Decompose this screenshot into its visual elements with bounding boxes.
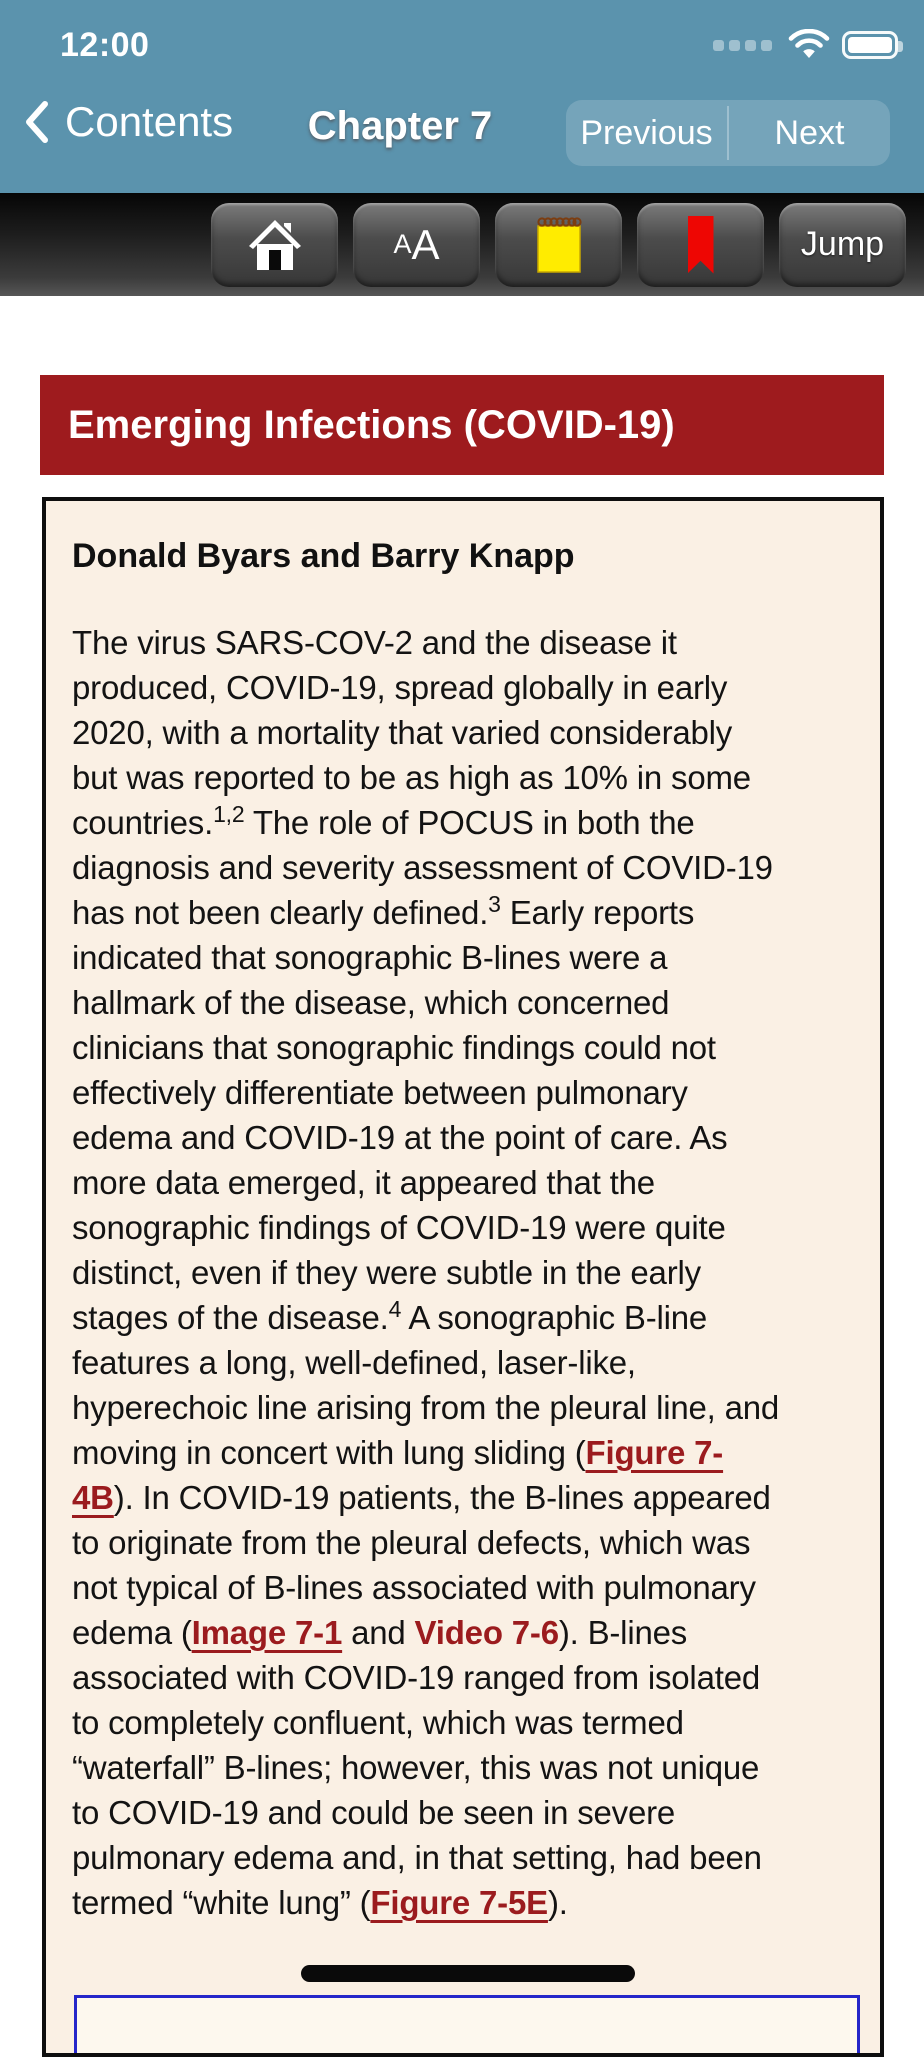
figure-link[interactable]: Image 7-1 [191,1614,343,1651]
figure-link[interactable]: Figure 7-5E [370,1884,548,1921]
reference-superscript[interactable]: 1,2 [213,801,245,827]
paragraph-text: countries. [72,804,214,841]
paragraph-text: produced, COVID-19, spread globally in early [72,669,728,706]
font-size-icon: A [393,229,412,259]
previous-button[interactable]: Previous [580,113,713,152]
paragraph-line [72,1025,864,1070]
paragraph-text: 2020, with a mortality that varied considerably [72,714,733,751]
home-icon [246,217,304,273]
paragraph-text: A sonographic B-line [401,1299,708,1336]
paragraph-text: has not been clearly defined. [72,894,489,931]
home-button[interactable] [211,203,338,287]
paragraph-text: distinct, even if they were subtle in the early [72,1254,701,1291]
paragraph-line [72,1340,864,1385]
paragraph-line [72,1880,864,1925]
chevron-left-icon [25,100,49,144]
paragraph-line [72,620,864,665]
video-reference[interactable]: Video 7-6 [414,1614,559,1651]
paragraph-text: features a long, well-defined, laser-like, [72,1344,636,1381]
authors-line: Donald Byars and Barry Knapp [72,537,575,575]
paragraph-line [72,890,864,935]
paragraph-text: but was reported to be as high as 10% in some [72,759,751,796]
paragraph-text: moving in concert with lung sliding ( [72,1434,586,1471]
content-box [42,497,884,2057]
top-chrome [0,0,924,193]
wifi-icon [788,29,830,61]
page-title: Chapter 7 [307,104,493,148]
paragraph-text: edema ( [72,1614,192,1651]
bookmark-button[interactable] [637,203,764,287]
reader-toolbar [0,193,924,296]
battery-icon [842,31,898,59]
paragraph-text: ). In COVID-19 patients, the B-lines appeared [113,1479,771,1516]
paragraph-line [72,1115,864,1160]
section-header: Emerging Infections (COVID-19) [40,375,884,475]
paragraph-line [72,1160,864,1205]
paragraph-text: ). [547,1884,568,1921]
paragraph-line [72,1295,864,1340]
paragraph-line [72,980,864,1025]
paragraph-text: and [342,1614,415,1651]
figure-frame [74,1995,860,2057]
paragraph-line [72,1745,864,1790]
paragraph-line [72,665,864,710]
jump-button[interactable] [779,203,906,287]
clock: 12:00 [60,25,150,64]
paragraph-text: associated with COVID-19 ranged from isolated [72,1659,760,1696]
paragraph-text: more data emerged, it appeared that the [72,1164,655,1201]
paragraph-text: The virus SARS-COV-2 and the disease it [72,624,677,661]
font-size-button[interactable]: A A [353,203,480,287]
paragraph-line [72,1205,864,1250]
paragraph-line [72,1070,864,1115]
paragraph-text: edema and COVID-19 at the point of care. As [72,1119,728,1156]
paragraph-text: to originate from the pleural defects, which was [72,1524,751,1561]
paragraph-text: to COVID-19 and could be seen in severe [72,1794,676,1831]
paragraph-line [72,1565,864,1610]
paragraph-line [72,1430,864,1475]
paragraph-line [72,710,864,755]
nav-bar [0,80,924,193]
notepad-icon [534,214,584,276]
reference-superscript[interactable]: 3 [488,891,501,917]
paragraph-line [72,1520,864,1565]
notes-button[interactable] [495,203,622,287]
cellular-signal-icon [713,40,772,51]
jump-button-label: Jump [800,225,885,263]
reference-superscript[interactable]: 4 [388,1296,402,1322]
paragraph-text: hallmark of the disease, which concerned [72,984,670,1021]
section-divider-bar [301,1965,635,1982]
status-bar [0,0,924,80]
status-icons [713,29,898,61]
paragraph-text: sonographic findings of COVID-19 were quite [72,1209,726,1246]
paragraph [72,620,864,1925]
figure-link[interactable]: 4B [72,1479,114,1516]
bookmark-icon [688,216,714,274]
paragraph-line [72,1385,864,1430]
chapter-pager [566,100,890,166]
paragraph-text: The role of POCUS in both the [244,804,695,841]
paragraph-line [72,1655,864,1700]
back-button[interactable] [25,98,233,146]
paragraph-text: pulmonary edema and, in that setting, had been [72,1839,762,1876]
paragraph-text: hyperechoic line arising from the pleural line, and [72,1389,780,1426]
paragraph-text: stages of the disease. [72,1299,389,1336]
paragraph-text: ). B-lines [558,1614,688,1651]
paragraph-line [72,755,864,800]
paragraph-text: not typical of B-lines associated with pulmonary [72,1569,756,1606]
paragraph-text: clinicians that sonographic findings could not [72,1029,716,1066]
paragraph-line [72,1610,864,1655]
figure-link[interactable]: Figure 7- [585,1434,724,1471]
paragraph-line [72,1475,864,1520]
paragraph-text: effectively differentiate between pulmonary [72,1074,688,1111]
paragraph-text: Early reports [500,894,695,931]
paragraph-line [72,935,864,980]
back-button-label: Contents [65,98,234,145]
paragraph-line [72,1835,864,1880]
paragraph-line [72,1700,864,1745]
paragraph-line [72,800,864,845]
next-button[interactable]: Next [774,113,845,152]
paragraph-line [72,1250,864,1295]
paragraph-line [72,845,864,890]
paragraph-text: diagnosis and severity assessment of COVID-19 [72,849,773,886]
paragraph-line [72,1790,864,1835]
paragraph-text: to completely confluent, which was termed [72,1704,684,1741]
paragraph-text: “waterfall” B-lines; however, this was not unique [72,1749,760,1786]
paragraph-text: termed “white lung” ( [72,1884,371,1921]
paragraph-text: indicated that sonographic B-lines were a [72,939,668,976]
